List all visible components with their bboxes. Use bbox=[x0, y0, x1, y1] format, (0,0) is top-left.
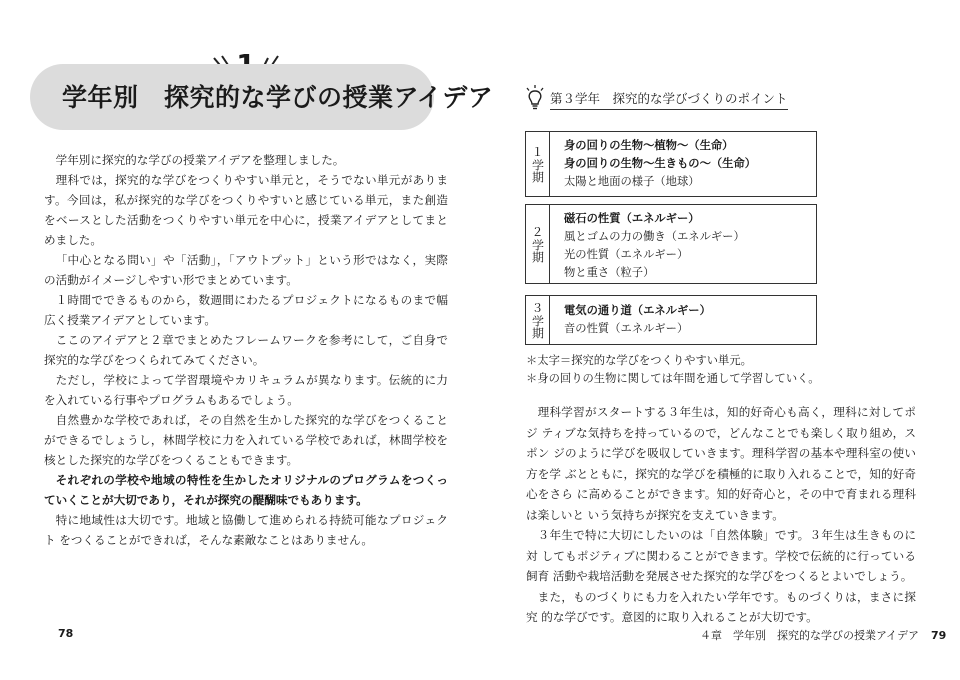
unit-item: 太陽と地面の様子（地球） bbox=[564, 175, 700, 188]
left-paragraph: 理科では，探究的な学びをつくりやすい単元と，そうでない単元がありま す。今回は，私が探究的な学びをつくりやすいと感じている単元，また創造 をベースとした活動をつくりやすい単元を中心に，授業アイデアとしてまと めました。 bbox=[44, 173, 448, 247]
right-body-text bbox=[526, 402, 916, 628]
running-footer-text: ４章 学年別 探究的な学びの授業アイデア bbox=[700, 629, 920, 642]
right-paragraph: ３年生で特に大切にしたいのは「自然体験」です。３年生は生きものに対 してもポジティブに関わることができます。学校で伝統的に行っている飼育 活動や栽培活動を発展させた探究的な学びをつくるとよいでしょう。 bbox=[526, 528, 916, 583]
unit-item: 電気の通り道（エネルギー） bbox=[564, 304, 711, 317]
term-number: ２ bbox=[531, 225, 544, 239]
left-paragraph: 学年別に探究的な学びの授業アイデアを整理しました。 bbox=[55, 153, 345, 167]
right-paragraph: また，ものづくりにも力を入れたい学年です。ものづくりは，まさに探究 的な学びです。意図的に取り入れることが大切です。 bbox=[526, 589, 916, 624]
unit-item: 身の回りの生物〜植物〜（生命） bbox=[564, 139, 734, 152]
term-label-text: 学期 bbox=[530, 159, 545, 183]
term-box-1 bbox=[525, 131, 817, 197]
term-box-3 bbox=[525, 295, 817, 345]
lightbulb-icon bbox=[525, 85, 545, 111]
unit-item: 風とゴムの力の働き（エネルギー） bbox=[564, 230, 745, 243]
term-number: ３ bbox=[531, 301, 544, 315]
page-number-right: 79 bbox=[931, 629, 947, 642]
chapter-title: 学年別 探究的な学びの授業アイデア bbox=[62, 83, 494, 112]
term-unit-list bbox=[564, 210, 812, 282]
left-paragraph: ただし，学校によって学習環境やカリキュラムが異なります。伝統的に力 を入れている行事やプログラムもあるでしょう。 bbox=[44, 373, 448, 407]
term-label-1 bbox=[526, 132, 550, 196]
unit-item: 物と重さ（粒子） bbox=[564, 266, 655, 279]
left-paragraph-emphasis: それぞれの学校や地域の特性を生かしたオリジナルのプログラムをつくっ ていくことが大切であり，それが探究の醍醐味でもあります。 bbox=[44, 473, 448, 507]
term-label-text: 学期 bbox=[530, 239, 545, 263]
term-label-text: 学期 bbox=[530, 315, 545, 339]
term-box-2 bbox=[525, 204, 817, 284]
note-bold-units: ＊太字＝探究的な学びをつくりやすい単元。 bbox=[526, 354, 752, 367]
unit-item: 磁石の性質（エネルギー） bbox=[564, 212, 700, 225]
term-label-3 bbox=[526, 296, 550, 344]
unit-item: 音の性質（エネルギー） bbox=[564, 322, 689, 335]
term-number: １ bbox=[531, 145, 544, 159]
table-notes bbox=[526, 352, 820, 388]
term-unit-list bbox=[564, 302, 812, 338]
note-living-things: ＊身の回りの生物に関しては年間を通して学習していく。 bbox=[526, 372, 820, 385]
left-paragraph: 「中心となる問い」や「活動」，「アウトプット」という形ではなく，実際 の活動がイメージしやすい形でまとめています。 bbox=[44, 253, 448, 287]
unit-item: 光の性質（エネルギー） bbox=[564, 248, 689, 261]
left-paragraph: ここのアイデアと２章でまとめたフレームワークを参考にして，ご自身で 探究的な学びをつくられてみてください。 bbox=[44, 333, 448, 367]
page-number-left: 78 bbox=[58, 627, 74, 640]
left-paragraph: １時間でできるものから，数週間にわたるプロジェクトになるものまで幅 広く授業アイデアとしています。 bbox=[44, 293, 448, 327]
points-heading: 第３学年 探究的な学びづくりのポイント bbox=[550, 90, 788, 110]
left-paragraph: 特に地域性は大切です。地域と協働して進められる持続可能なプロジェクト をつくることができれば，そんな素敵なことはありません。 bbox=[44, 513, 448, 547]
left-body-text bbox=[44, 150, 448, 550]
term-label-2 bbox=[526, 205, 550, 283]
left-paragraph: 自然豊かな学校であれば，その自然を生かした探究的な学びをつくること ができるでしょうし，林間学校に力を入れている学校であれば，林間学校を 核とした探究的な学びをつくることもできます。 bbox=[44, 413, 448, 467]
term-unit-list bbox=[564, 137, 812, 191]
right-paragraph: 理科学習がスタートする３年生は，知的好奇心も高く，理科に対してポジ ティブな気持ちを持っているので，どんなことでも楽しく取り組め，スポン ジのように学びを吸収していきます。理科学習の基本や理科室の使い方を学 ぶとともに，探究的な学びを積極的に取り入れることで，知的好奇心をさら に高めることができます。知的好奇心と，その中で育まれる理科は楽しいと いう気持ちが探究を支えていきます。 bbox=[526, 405, 916, 522]
running-footer bbox=[700, 627, 946, 643]
unit-item: 身の回りの生物〜生きもの〜（生命） bbox=[564, 157, 757, 170]
